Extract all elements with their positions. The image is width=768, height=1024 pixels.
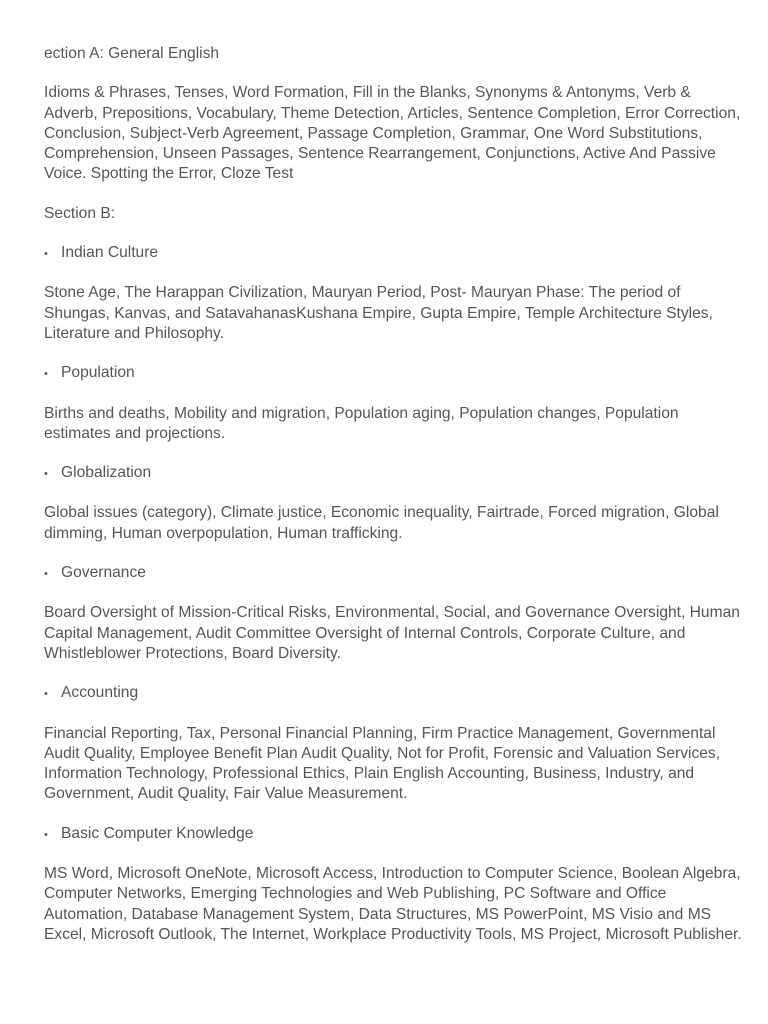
topic-title: Basic Computer Knowledge bbox=[61, 824, 254, 842]
bullet-icon: • bbox=[44, 688, 48, 701]
topic-text-basic-computer-knowledge: MS Word, Microsoft OneNote, Microsoft Access, Introduction to Computer Science, Boolean Algebra, Computer Networks, Emerging Technologies and Web Publishing, PC Software and Office Automation, Database Management System, Data Structures, MS PowerPoint, MS Visio and MS Excel, Microsoft Outlook, The Internet, Workplace Productivity Tools, MS Project, Microsoft Publisher. bbox=[44, 865, 742, 943]
document-body bbox=[44, 44, 744, 964]
topic-heading-basic-computer-knowledge bbox=[44, 824, 744, 845]
topic-heading-population bbox=[44, 363, 744, 384]
topic-heading-accounting bbox=[44, 683, 744, 704]
topic-heading-indian-culture bbox=[44, 243, 744, 264]
topic-text-governance: Board Oversight of Mission-Critical Risks, Environmental, Social, and Governance Oversight, Human Capital Management, Audit Committee Oversight of Internal Controls, Corporate Culture, and Whistleblower Protections, Board Diversity. bbox=[44, 604, 740, 662]
section-a-heading: ection A: General English bbox=[44, 45, 220, 62]
topic-heading-governance bbox=[44, 563, 744, 584]
bullet-icon: • bbox=[44, 568, 48, 581]
topic-heading-globalization bbox=[44, 463, 744, 484]
topic-title: Accounting bbox=[61, 684, 139, 702]
topic-title: Globalization bbox=[61, 464, 152, 482]
section-a-topics: Idioms & Phrases, Tenses, Word Formation, Fill in the Blanks, Synonyms & Antonyms, Verb & Adverb, Prepositions, Vocabulary, Theme Detection, Articles, Sentence Completion, Error Correction, Conclusion, Subject-Verb Agreement, Passage Completion, Grammar, One Word Substitutions, Comprehension, Unseen Passages, Sentence Rearrangement, Conjunctions, Active And Passive Voice. Spotting the Error, Cloze Test bbox=[44, 84, 741, 183]
topic-text-globalization: Global issues (category), Climate justice, Economic inequality, Fairtrade, Forced migration, Global dimming, Human overpopulation, Human trafficking. bbox=[44, 504, 719, 542]
topic-text-indian-culture: Stone Age, The Harappan Civilization, Mauryan Period, Post- Mauryan Phase: The period of Shungas, Kanvas, and SatavahanasKushana Empire, Gupta Empire, Temple Architecture Styles, Literature and Philosophy. bbox=[44, 284, 713, 342]
topic-title: Population bbox=[61, 364, 135, 382]
topic-title: Indian Culture bbox=[61, 244, 159, 262]
topic-text-population: Births and deaths, Mobility and migration, Population aging, Population changes, Population estimates and projections. bbox=[44, 404, 679, 442]
bullet-icon: • bbox=[44, 368, 48, 381]
bullet-icon: • bbox=[44, 248, 48, 261]
topic-title: Governance bbox=[61, 564, 146, 582]
section-b-heading: Section B: bbox=[44, 204, 116, 222]
bullet-icon: • bbox=[44, 828, 48, 841]
bullet-icon: • bbox=[44, 468, 48, 481]
topic-text-accounting: Financial Reporting, Tax, Personal Financial Planning, Firm Practice Management, Governmental Audit Quality, Employee Benefit Plan Audit Quality, Not for Profit, Forensic and Valuation Services, Information Technology, Professional Ethics, Plain English Accounting, Business, Industry, and Government, Audit Quality, Fair Value Measurement. bbox=[44, 724, 721, 803]
